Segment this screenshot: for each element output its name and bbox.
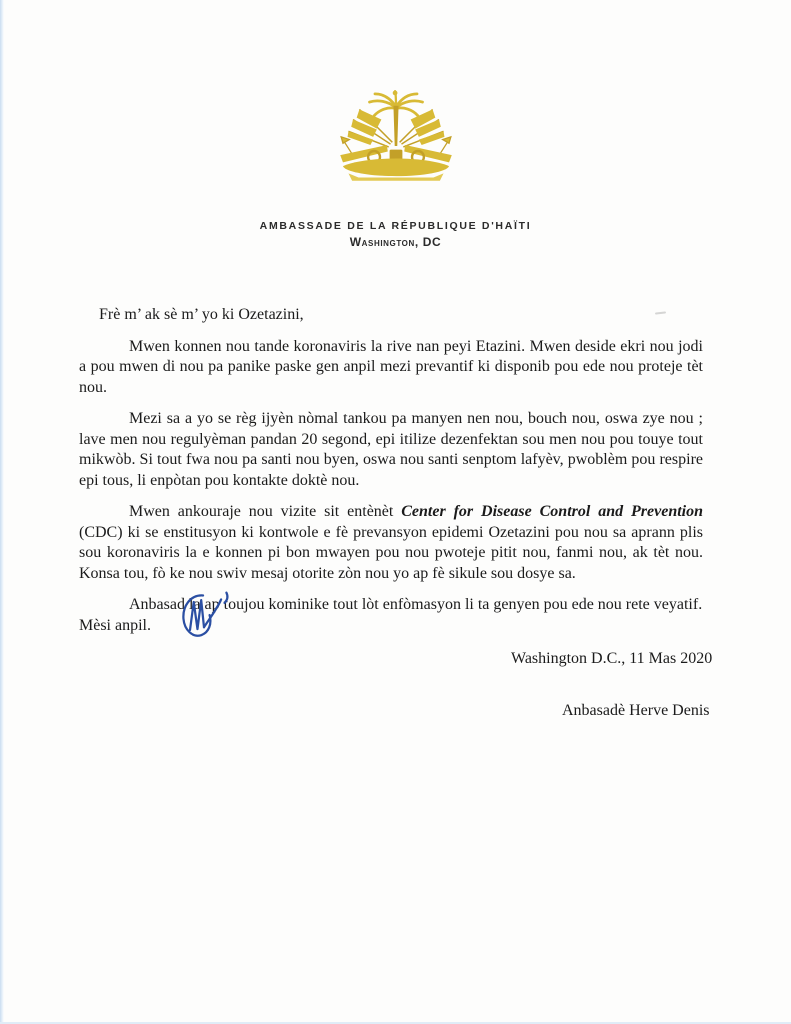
- haiti-coat-of-arms-icon: [332, 86, 460, 184]
- paragraph-2: Mezi sa a yo se règ ijyèn nòmal tankou pa manyen nen nou, bouch nou, oswa zye nou ; lave men nou regulyèman pandan 20 segond, epi itilize dezenfektan sou men nou pou touye tout mikwòb. Si tout fwa nou pa santi nou byen, oswa nou santi senptom lafyèv, pwoblèm pou respire epi tous, li enpòtan pou kontakte doktè nou.: [79, 410, 703, 489]
- signature-initials-icon: [175, 588, 233, 644]
- closing-paragraph: [79, 595, 703, 636]
- paragraph-3-text-after: (CDC) ki se enstitusyon ki kontwole e fè prevansyon epidemi Ozetazini pou nou sa aprann plis sou koronaviris la e konnen pi bon mwayen pou nou pwoteje pitit nou, fanmi nou, ak tèt nou. Konsa tou, fò ke nou swiv mesaj otorite zòn nou yo ap fè sikule sou dosye sa.: [79, 523, 703, 582]
- signer-name: Anbasadè Herve Denis: [562, 702, 710, 719]
- salutation: Frè m’ ak sè m’ yo ki Ozetazini,: [99, 306, 304, 323]
- paragraph-1: Mwen konnen nou tande koronaviris la rive nan peyi Etazini. Mwen deside ekri nou jodi a pou mwen di nou pa panike paske gen anpil mezi prevantif ki disponib pou ede nou proteje tèt nou.: [79, 337, 703, 396]
- paragraph-3-text-before: Mwen ankouraje nou vizite sit entènèt: [129, 503, 402, 520]
- date-line: Washington D.C., 11 Mas 2020: [511, 650, 713, 667]
- embassy-name: AMBASSADE DE LA RÉPUBLIQUE D'HAÏTI: [259, 220, 532, 232]
- embassy-city: Washington, DC: [349, 235, 442, 249]
- closing-line: Anbasad la ap toujou kominike tout lòt enfòmasyon li ta genyen pou ede nou rete veyatif.: [129, 596, 703, 613]
- letter-body: [79, 305, 703, 636]
- paragraph-3: [79, 502, 703, 584]
- scan-left-edge: [0, 0, 4, 1024]
- cdc-name-emphasis: Center for Disease Control and Prevention: [401, 503, 704, 520]
- thanks-line: Mèsi anpil.: [79, 616, 151, 634]
